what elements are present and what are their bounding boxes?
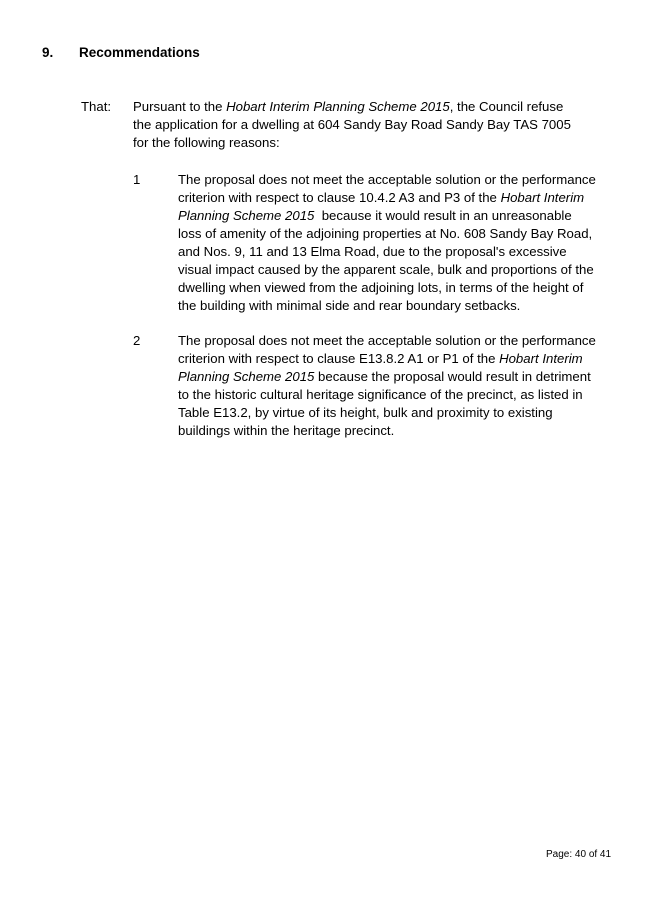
- intro-text-pre: Pursuant to the: [133, 99, 227, 114]
- reason-text: [178, 171, 598, 315]
- reason-text-pre: The proposal does not meet the acceptable solution or the performance criterion with respect to clause 10.4.2 A3 and P3 of the: [178, 172, 596, 205]
- section-heading: [42, 44, 200, 61]
- reason-text-post: because the proposal would result in detriment to the historic cultural heritage significance of the precinct, as listed in Table E13.2, by virtue of its height, bulk and proximity to existing buildings within the heritage precinct.: [178, 369, 591, 438]
- reason-number: 2: [133, 333, 141, 348]
- intro-text-post: , the Council refuse the application for a dwelling at 604 Sandy Bay Road Sandy Bay TAS 7005 for the following reasons:: [133, 99, 571, 150]
- reason-text-post: because it would result in an unreasonable loss of amenity of the adjoining properties at No. 608 Sandy Bay Road, and Nos. 9, 11 and 13 Elma Road, due to the proposal's excessive visual impact caused by the apparent scale, bulk and proportions of the dwelling when viewed from the adjoining lots, in terms of the height of the building with minimal side and rear boundary setbacks.: [178, 208, 598, 313]
- reason-scheme-name: Hobart Interim Planning Scheme 2015: [178, 190, 585, 223]
- section-number: 9.: [42, 45, 54, 60]
- reason-number: 1: [133, 172, 141, 187]
- recommendation-intro: [133, 98, 583, 152]
- page-number: Page: 40 of 41: [546, 849, 612, 860]
- that-label: That:: [81, 99, 112, 114]
- reason-text: [178, 332, 598, 440]
- section-title: Recommendations: [79, 45, 200, 60]
- reason-scheme-name: Hobart Interim Planning Scheme 2015: [178, 351, 583, 384]
- intro-scheme-name: Hobart Interim Planning Scheme 2015: [226, 99, 450, 114]
- reason-text-pre: The proposal does not meet the acceptable solution or the performance criterion with respect to clause E13.8.2 A1 or P1 of the: [178, 333, 596, 366]
